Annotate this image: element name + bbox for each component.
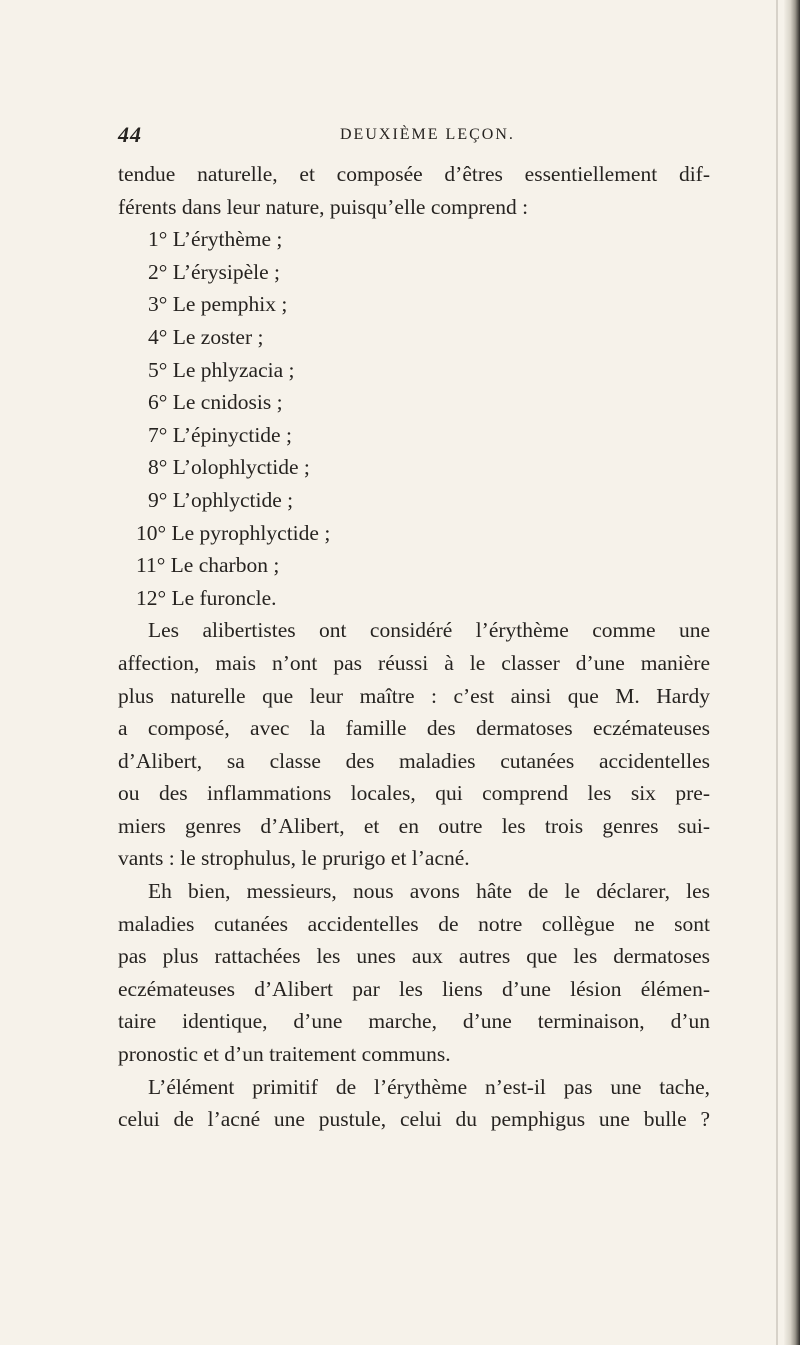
text-line: tendue naturelle, et composée d’êtres essentiellement dif- (118, 162, 710, 186)
page-edge-shadow (784, 0, 800, 1345)
text-line: Les alibertistes ont considéré l’érythème comme une (148, 618, 710, 643)
page-header (118, 122, 718, 152)
running-head: DEUXIÈME LEÇON. (340, 126, 515, 143)
text-line: affection, mais n’ont pas réussi à le classer d’une manière (118, 650, 710, 675)
page-fold-line (776, 0, 778, 1345)
text-line: taire identique, d’une marche, d’une terminaison, d’un (118, 1009, 710, 1034)
list-item: 5° Le phlyzacia ; (148, 357, 295, 382)
text-line: celui de l’acné une pustule, celui du pemphigus une bulle ? (118, 1107, 710, 1132)
list-item: 2° L’érysipèle ; (148, 259, 280, 284)
list-item: 12° Le furoncle. (136, 585, 277, 610)
list-item: 10° Le pyrophlyctide ; (136, 520, 331, 545)
page-body (118, 158, 710, 1136)
text-line: eczémateuses d’Alibert par les liens d’une lésion élémen- (118, 976, 710, 1001)
text-line: L’élément primitif de l’érythème n’est-il pas une tache, (148, 1074, 710, 1099)
text-line: ou des inflammations locales, qui comprend les six pre- (118, 781, 710, 806)
text-line: a composé, avec la famille des dermatoses eczémateuses (118, 716, 710, 741)
text-line: d’Alibert, sa classe des maladies cutanées accidentelles (118, 748, 710, 773)
list-item: 4° Le zoster ; (148, 324, 264, 349)
list-item: 1° L’érythème ; (148, 227, 283, 252)
list-item: 9° L’ophlyctide ; (148, 487, 294, 512)
text-line: pronostic et d’un traitement communs. (118, 1042, 451, 1067)
list-item: 8° L’olophlyctide ; (148, 455, 310, 480)
text-line: férents dans leur nature, puisqu’elle comprend : (118, 194, 529, 219)
text-line: miers genres d’Alibert, et en outre les trois genres sui- (118, 813, 710, 838)
page-number: 44 (118, 122, 142, 147)
list-item: 11° Le charbon ; (136, 553, 280, 578)
text-line: pas plus rattachées les unes aux autres que les dermatoses (118, 944, 710, 969)
list-item: 3° Le pemphix ; (148, 292, 288, 317)
text-line: plus naturelle que leur maître : c’est ainsi que M. Hardy (118, 683, 710, 708)
text-line: maladies cutanées accidentelles de notre collègue ne sont (118, 911, 710, 936)
text-line: Eh bien, messieurs, nous avons hâte de le déclarer, les (148, 879, 710, 904)
text-line: vants : le strophulus, le prurigo et l’acné. (118, 846, 470, 871)
list-item: 7° L’épinyctide ; (148, 422, 292, 447)
list-item: 6° Le cnidosis ; (148, 390, 283, 415)
